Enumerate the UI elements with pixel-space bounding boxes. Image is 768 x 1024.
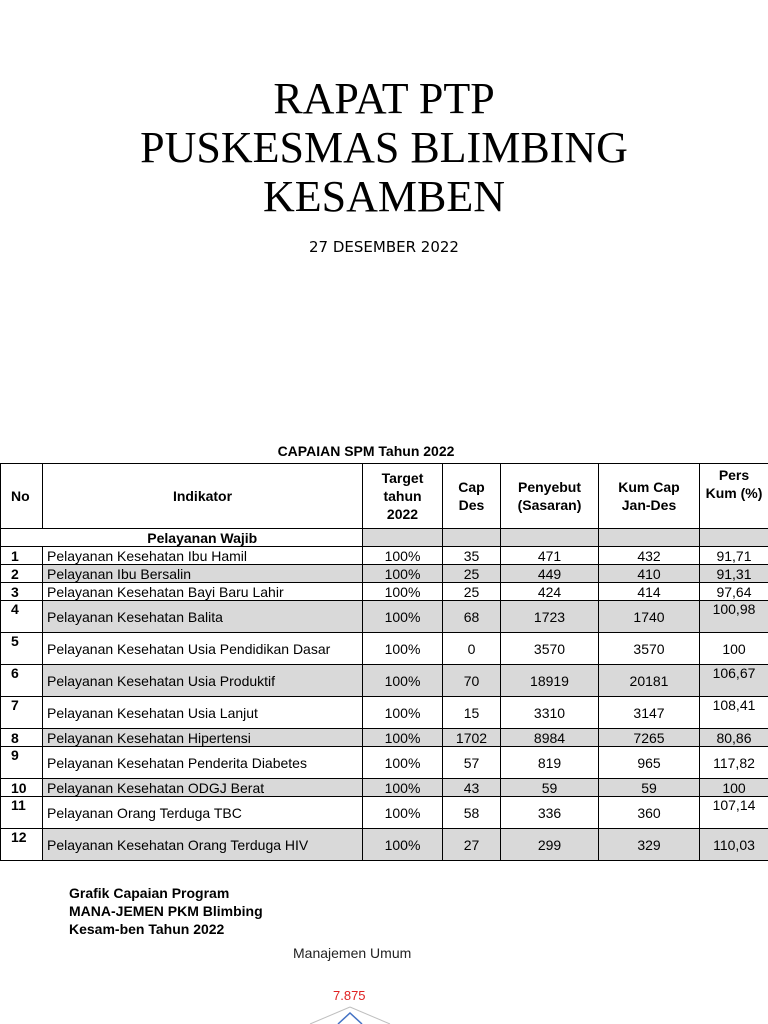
row-penyebut: 336 <box>501 797 599 829</box>
header-penyebut-line2: (Sasaran) <box>517 497 582 513</box>
header-kum-line2: Jan-Des <box>621 497 677 513</box>
title-line-3: KESAMBEN <box>262 172 506 221</box>
row-target: 100% <box>363 779 443 797</box>
row-penyebut: 18919 <box>501 665 599 697</box>
row-kum: 20181 <box>599 665 700 697</box>
row-cap: 0 <box>443 633 501 665</box>
table-row <box>1 601 768 633</box>
row-indikator: Pelayanan Kesehatan Bayi Baru Lahir <box>43 583 363 601</box>
radar-series-line <box>338 1013 362 1024</box>
table-row <box>1 729 768 747</box>
row-pers: 100 <box>700 779 768 797</box>
row-target: 100% <box>363 665 443 697</box>
row-penyebut: 471 <box>501 547 599 565</box>
row-indikator: Pelayanan Kesehatan Usia Lanjut <box>43 697 363 729</box>
row-no: 6 <box>1 665 43 697</box>
row-target: 100% <box>363 633 443 665</box>
row-kum: 432 <box>599 547 700 565</box>
row-no: 1 <box>1 547 43 565</box>
row-target: 100% <box>363 547 443 565</box>
row-kum: 410 <box>599 565 700 583</box>
row-kum: 7265 <box>599 729 700 747</box>
row-no: 4 <box>1 601 43 633</box>
title-line-1: RAPAT PTP <box>273 74 495 123</box>
radar-chart <box>300 1005 410 1024</box>
table-row <box>1 665 768 697</box>
radar-grid-line <box>350 1007 390 1024</box>
row-penyebut: 3310 <box>501 697 599 729</box>
header-target-line3: 2022 <box>386 506 419 522</box>
row-indikator: Pelayanan Kesehatan ODGJ Berat <box>43 779 363 797</box>
row-target: 100% <box>363 797 443 829</box>
section-cell <box>501 529 599 547</box>
row-no: 12 <box>1 829 43 861</box>
row-penyebut: 819 <box>501 747 599 779</box>
header-cap-line1: Cap <box>458 479 485 495</box>
row-target: 100% <box>363 697 443 729</box>
row-cap: 43 <box>443 779 501 797</box>
table-row <box>1 779 768 797</box>
row-penyebut: 299 <box>501 829 599 861</box>
row-kum: 3147 <box>599 697 700 729</box>
row-penyebut: 8984 <box>501 729 599 747</box>
row-no: 2 <box>1 565 43 583</box>
row-kum: 1740 <box>599 601 700 633</box>
table-row <box>1 547 768 565</box>
header-target-line1: Target <box>381 470 424 486</box>
radar-grid-line <box>310 1007 350 1024</box>
document-title <box>0 74 768 221</box>
row-pers: 91,31 <box>700 565 768 583</box>
row-penyebut: 449 <box>501 565 599 583</box>
header-penyebut <box>501 464 599 529</box>
row-indikator: Pelayanan Kesehatan Balita <box>43 601 363 633</box>
row-pers: 97,64 <box>700 583 768 601</box>
header-pers-line1: Pers <box>718 467 750 483</box>
row-cap: 25 <box>443 565 501 583</box>
row-target: 100% <box>363 729 443 747</box>
row-indikator: Pelayanan Kesehatan Ibu Hamil <box>43 547 363 565</box>
row-pers: 110,03 <box>700 829 768 861</box>
chart-subtitle: Manajemen Umum <box>293 945 412 961</box>
section-blank <box>1 529 43 547</box>
row-cap: 58 <box>443 797 501 829</box>
header-target-line2: tahun <box>383 488 422 504</box>
table-row <box>1 583 768 601</box>
row-pers: 106,67 <box>700 665 768 697</box>
header-no: No <box>1 464 43 529</box>
row-no: 9 <box>1 747 43 779</box>
table-row <box>1 797 768 829</box>
row-penyebut: 1723 <box>501 601 599 633</box>
header-kum-line1: Kum Cap <box>618 479 680 495</box>
row-kum: 329 <box>599 829 700 861</box>
chart-value-label: 7.875 <box>333 988 366 1003</box>
section-label: Pelayanan Wajib <box>43 529 363 547</box>
row-cap: 57 <box>443 747 501 779</box>
row-no: 8 <box>1 729 43 747</box>
row-pers: 107,14 <box>700 797 768 829</box>
header-penyebut-line1: Penyebut <box>517 479 581 495</box>
row-indikator: Pelayanan Kesehatan Usia Produktif <box>43 665 363 697</box>
table-row <box>1 697 768 729</box>
table-row <box>1 633 768 665</box>
row-kum: 360 <box>599 797 700 829</box>
row-cap: 15 <box>443 697 501 729</box>
header-cap <box>443 464 501 529</box>
row-no: 10 <box>1 779 43 797</box>
row-pers: 91,71 <box>700 547 768 565</box>
row-target: 100% <box>363 565 443 583</box>
row-target: 100% <box>363 747 443 779</box>
row-kum: 3570 <box>599 633 700 665</box>
row-pers: 100,98 <box>700 601 768 633</box>
row-cap: 35 <box>443 547 501 565</box>
row-no: 7 <box>1 697 43 729</box>
header-pers-line2: Kum (%) <box>705 485 763 501</box>
row-target: 100% <box>363 601 443 633</box>
row-no: 11 <box>1 797 43 829</box>
header-cap-line2: Des <box>458 497 485 513</box>
row-kum: 59 <box>599 779 700 797</box>
row-indikator: Pelayanan Kesehatan Hipertensi <box>43 729 363 747</box>
section-cell <box>443 529 501 547</box>
section-cell <box>363 529 443 547</box>
row-cap: 25 <box>443 583 501 601</box>
table-header-row <box>1 464 768 529</box>
row-indikator: Pelayanan Ibu Bersalin <box>43 565 363 583</box>
row-kum: 414 <box>599 583 700 601</box>
header-indikator: Indikator <box>43 464 363 529</box>
row-target: 100% <box>363 583 443 601</box>
row-indikator: Pelayanan Orang Terduga TBC <box>43 797 363 829</box>
row-no: 3 <box>1 583 43 601</box>
section-cell <box>599 529 700 547</box>
row-cap: 70 <box>443 665 501 697</box>
row-target: 100% <box>363 829 443 861</box>
header-pers <box>700 464 768 529</box>
row-pers: 108,41 <box>700 697 768 729</box>
row-indikator: Pelayanan Kesehatan Usia Pendidikan Dasar <box>43 633 363 665</box>
row-penyebut: 3570 <box>501 633 599 665</box>
row-penyebut: 59 <box>501 779 599 797</box>
chart-title: Grafik Capaian Program MANA-JEMEN PKM Blimbing Kesam-ben Tahun 2022 <box>69 885 263 937</box>
table-row <box>1 829 768 861</box>
row-cap: 68 <box>443 601 501 633</box>
row-pers: 117,82 <box>700 747 768 779</box>
row-no: 5 <box>1 633 43 665</box>
table-row <box>1 565 768 583</box>
meeting-date: 27 DESEMBER 2022 <box>309 238 459 256</box>
row-indikator: Pelayanan Kesehatan Penderita Diabetes <box>43 747 363 779</box>
spm-table <box>0 463 768 861</box>
row-kum: 965 <box>599 747 700 779</box>
header-target <box>363 464 443 529</box>
header-kum <box>599 464 700 529</box>
row-penyebut: 424 <box>501 583 599 601</box>
section-row <box>1 529 768 547</box>
row-pers: 100 <box>700 633 768 665</box>
table-caption: CAPAIAN SPM Tahun 2022 <box>277 443 455 459</box>
row-indikator: Pelayanan Kesehatan Orang Terduga HIV <box>43 829 363 861</box>
title-line-2: PUSKESMAS BLIMBING <box>140 123 628 172</box>
table-row <box>1 747 768 779</box>
row-cap: 27 <box>443 829 501 861</box>
row-cap: 1702 <box>443 729 501 747</box>
section-cell <box>700 529 768 547</box>
row-pers: 80,86 <box>700 729 768 747</box>
